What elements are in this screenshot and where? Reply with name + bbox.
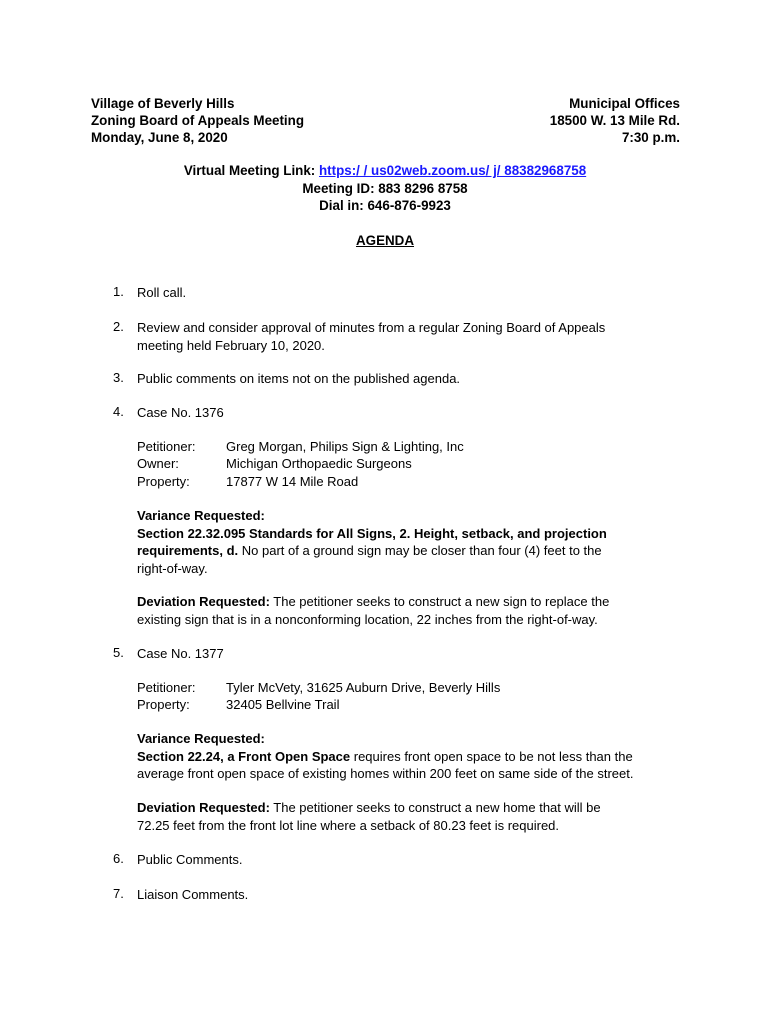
item-7-number: 7.: [113, 886, 124, 901]
item-4-variance-heading: Variance Requested:: [137, 508, 265, 523]
item-5-case: Case No. 1377: [137, 646, 224, 661]
item-4-deviation: [137, 593, 609, 628]
item-4-deviation-line-1-rest: The petitioner seeks to construct a new sign to replace the: [269, 594, 610, 609]
item-2-text: [137, 319, 605, 354]
meeting-id: Meeting ID: 883 8296 8758: [302, 181, 468, 196]
meeting-date: Monday, June 8, 2020: [91, 130, 228, 145]
item-4-variance-line-1: Section 22.32.095 Standards for All Signs, 2. Height, setback, and projection: [137, 525, 607, 541]
dial-in: Dial in: 646-876-9923: [319, 198, 451, 213]
header-left: [91, 95, 304, 146]
item-7-text: Liaison Comments.: [137, 887, 249, 902]
item-5-petitioner: Tyler McVety, 31625 Auburn Drive, Beverly Hills: [226, 680, 501, 695]
item-5-deviation-heading: Deviation Requested:: [137, 800, 270, 815]
item-4-variance-line-2: [137, 542, 607, 560]
item-1-number: 1.: [113, 284, 124, 299]
village-name: Village of Beverly Hills: [91, 96, 235, 111]
meeting-link-label: Virtual Meeting Link:: [183, 163, 319, 178]
item-4-deviation-line-2: existing sign that is in a nonconforming location, 22 inches from the right-of-way.: [137, 611, 598, 627]
office-address: 18500 W. 13 Mile Rd.: [549, 113, 680, 128]
header-right: [550, 95, 680, 146]
item-4-variance-line-3: right-of-way.: [137, 560, 208, 576]
item-3-number: 3.: [113, 370, 124, 385]
item-5-variance-line-1-rest: requires front open space to be not less than the: [350, 748, 633, 764]
item-4-deviation-line-1: [137, 593, 609, 611]
item-1-text: Roll call.: [137, 285, 187, 300]
item-5-variance: [137, 730, 633, 783]
item-3-text: Public comments on items not on the published agenda.: [137, 371, 461, 386]
item-5-deviation-line-1-rest: The petitioner seeks to construct a new home that will be: [269, 800, 601, 815]
item-4-deviation-heading: Deviation Requested:: [137, 594, 270, 609]
item-4-property: 17877 W 14 Mile Road: [226, 474, 359, 489]
item-6-number: 6.: [113, 851, 124, 866]
item-2-line-2: meeting held February 10, 2020.: [137, 337, 325, 353]
meeting-link-line: [0, 163, 770, 178]
item-4-petitioner: Greg Morgan, Philips Sign & Lighting, Inc: [226, 439, 464, 454]
item-5-petitioner-label: Petitioner:: [137, 680, 196, 695]
item-5-property: 32405 Bellvine Trail: [226, 697, 340, 712]
item-5-variance-line-1: [137, 748, 633, 766]
item-5-deviation: [137, 799, 601, 834]
item-4-case: Case No. 1376: [137, 405, 224, 420]
meeting-time: 7:30 p.m.: [621, 130, 680, 145]
item-5-property-label: Property:: [137, 697, 190, 712]
item-4-owner: Michigan Orthopaedic Surgeons: [226, 456, 412, 471]
item-5-variance-line-2: average front open space of existing homes within 200 feet on same side of the street.: [137, 766, 634, 781]
item-4-number: 4.: [113, 404, 124, 419]
item-5-number: 5.: [113, 645, 124, 660]
office-name: Municipal Offices: [569, 96, 680, 111]
item-2-number: 2.: [113, 319, 124, 334]
item-4-petitioner-label: Petitioner:: [137, 439, 196, 454]
item-6-text: Public Comments.: [137, 852, 243, 867]
item-4-owner-label: Owner:: [137, 456, 179, 471]
item-4-variance-line-2-bold: requirements, d.: [137, 543, 239, 558]
zoom-link[interactable]: https:/ / us02web.zoom.us/ j/ 88382968758: [318, 163, 587, 178]
item-4-property-label: Property:: [137, 474, 190, 489]
item-2-line-1: Review and consider approval of minutes from a regular Zoning Board of Appeals: [137, 320, 606, 335]
item-4-variance: [137, 507, 607, 577]
item-4-variance-line-2-rest: No part of a ground sign may be closer than four (4) feet to the: [238, 543, 602, 558]
item-5-deviation-line-2: 72.25 feet from the front lot line where a setback of 80.23 feet is required.: [137, 817, 560, 833]
item-5-variance-line-1-bold: Section 22.24, a Front Open Space: [137, 748, 351, 764]
item-5-deviation-line-1: [137, 799, 601, 817]
board-name: Zoning Board of Appeals Meeting: [91, 113, 305, 128]
agenda-title: AGENDA: [355, 233, 415, 248]
item-5-variance-heading: Variance Requested:: [137, 731, 265, 746]
